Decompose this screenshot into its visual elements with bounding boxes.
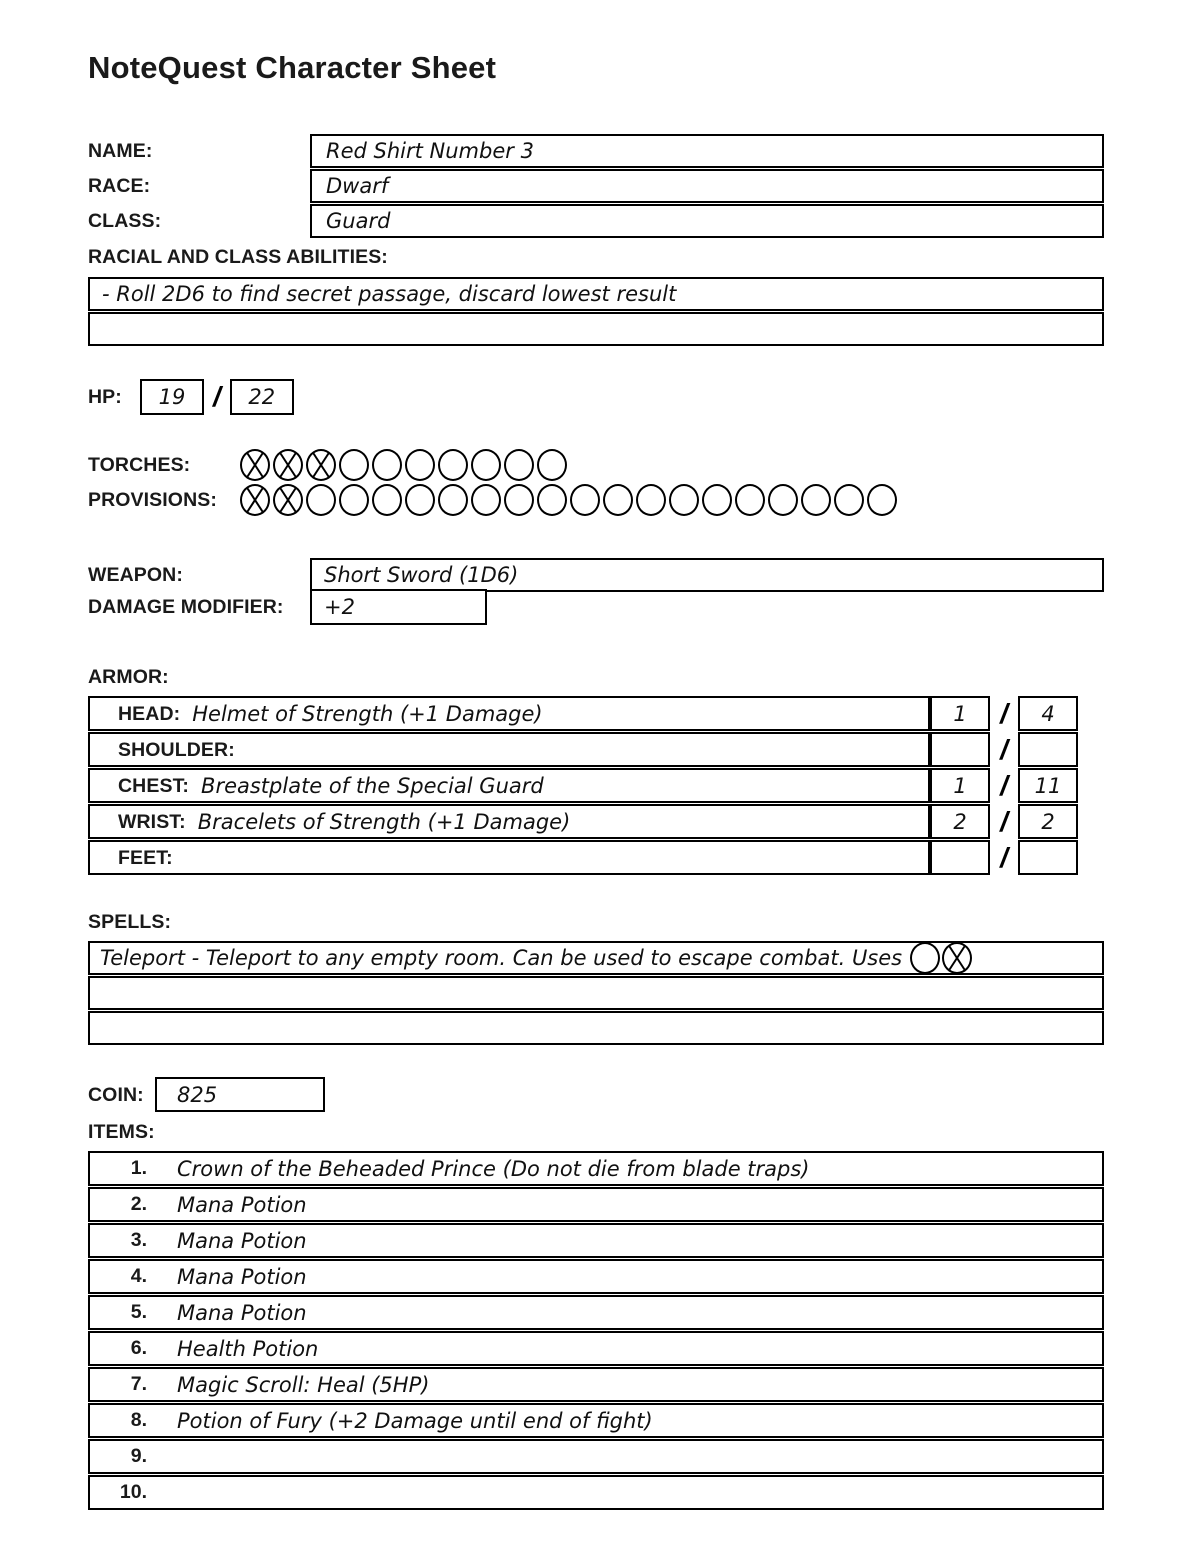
armor-separator: / xyxy=(1000,697,1008,729)
item-number: 6. xyxy=(130,1337,147,1359)
armor-wrist-current-field[interactable] xyxy=(930,804,990,839)
item-number: 1. xyxy=(130,1157,147,1179)
spell-row[interactable] xyxy=(88,1011,1104,1045)
armor-chest-label: CHEST: xyxy=(118,774,190,797)
race-value: Dwarf xyxy=(326,174,389,198)
race-label: RACE: xyxy=(88,175,151,197)
armor-feet-max-field[interactable] xyxy=(1018,840,1078,875)
item-number: 5. xyxy=(130,1301,147,1323)
ability-row[interactable] xyxy=(88,312,1104,346)
class-field[interactable] xyxy=(310,204,1104,238)
item-row[interactable] xyxy=(88,1295,1104,1330)
armor-row-shoulder xyxy=(88,732,1104,767)
item-row[interactable] xyxy=(88,1223,1104,1258)
page-title: NoteQuest Character Sheet xyxy=(88,50,497,85)
armor-wrist-current: 2 xyxy=(953,809,967,834)
empty-slot-circle-icon[interactable] xyxy=(372,449,402,481)
item-row[interactable] xyxy=(88,1187,1104,1222)
empty-slot-circle-icon[interactable] xyxy=(438,449,468,481)
hp-current-field[interactable] xyxy=(140,379,204,415)
used-slot-circle-icon[interactable] xyxy=(273,449,303,481)
items-label: ITEMS: xyxy=(88,1121,155,1143)
armor-wrist-value: Bracelets of Strength (+1 Damage) xyxy=(197,809,571,834)
damage-modifier-value: +2 xyxy=(324,595,355,619)
item-number: 2. xyxy=(130,1193,147,1215)
spells-section xyxy=(88,941,1104,1045)
armor-row-feet xyxy=(88,840,1104,875)
item-number: 10. xyxy=(119,1481,147,1503)
armor-separator: / xyxy=(1000,841,1008,873)
hp-current-value: 19 xyxy=(158,385,186,409)
empty-slot-circle-icon[interactable] xyxy=(339,484,369,516)
name-label: NAME: xyxy=(88,140,153,162)
armor-feet-label: FEET: xyxy=(118,846,173,869)
damage-modifier-field[interactable] xyxy=(310,589,487,625)
coin-section xyxy=(88,1077,1104,1112)
used-slot-circle-icon[interactable] xyxy=(273,484,303,516)
hp-max-value: 22 xyxy=(248,385,276,409)
empty-slot-circle-icon[interactable] xyxy=(636,484,666,516)
damage-modifier-label: DAMAGE MODIFIER: xyxy=(88,596,284,618)
armor-feet-field[interactable] xyxy=(88,840,930,875)
empty-slot-circle-icon[interactable] xyxy=(537,449,567,481)
armor-shoulder-label: SHOULDER: xyxy=(118,738,235,761)
armor-chest-field[interactable] xyxy=(88,768,930,803)
armor-head-max-field[interactable] xyxy=(1018,696,1078,731)
empty-slot-circle-icon[interactable] xyxy=(306,484,336,516)
torches-tracker xyxy=(88,448,1104,482)
armor-row-wrist xyxy=(88,804,1104,839)
item-row[interactable] xyxy=(88,1331,1104,1366)
abilities-label: RACIAL AND CLASS ABILITIES: xyxy=(88,246,388,268)
abilities-box xyxy=(88,277,1104,346)
armor-chest-current: 1 xyxy=(953,773,967,798)
item-number: 4. xyxy=(130,1265,147,1287)
empty-slot-circle-icon[interactable] xyxy=(438,484,468,516)
empty-slot-circle-icon[interactable] xyxy=(372,484,402,516)
armor-label: ARMOR: xyxy=(88,666,169,688)
item-row[interactable] xyxy=(88,1367,1104,1402)
empty-slot-circle-icon[interactable] xyxy=(339,449,369,481)
armor-head-current-field[interactable] xyxy=(930,696,990,731)
used-slot-circle-icon[interactable] xyxy=(240,449,270,481)
empty-slot-circle-icon[interactable] xyxy=(405,484,435,516)
item-text: Health Potion xyxy=(177,1336,319,1361)
hp-section xyxy=(88,379,1104,415)
name-value: Red Shirt Number 3 xyxy=(326,139,534,163)
armor-wrist-label: WRIST: xyxy=(118,810,186,833)
class-value: Guard xyxy=(326,209,391,233)
item-text: Mana Potion xyxy=(177,1264,307,1289)
armor-separator: / xyxy=(1000,805,1008,837)
armor-chest-max-field[interactable] xyxy=(1018,768,1078,803)
armor-chest-current-field[interactable] xyxy=(930,768,990,803)
item-text: Mana Potion xyxy=(177,1228,307,1253)
hp-max-field[interactable] xyxy=(230,379,294,415)
character-sheet-page xyxy=(88,0,1104,1510)
item-text: Mana Potion xyxy=(177,1300,307,1325)
item-number: 3. xyxy=(130,1229,147,1251)
weapon-label: WEAPON: xyxy=(88,564,183,586)
race-field[interactable] xyxy=(310,169,1104,203)
weapon-value: Short Sword (1D6) xyxy=(324,563,519,587)
item-row[interactable] xyxy=(88,1439,1104,1474)
armor-separator: / xyxy=(1000,769,1008,801)
empty-slot-circle-icon[interactable] xyxy=(801,484,831,516)
coin-field[interactable] xyxy=(155,1077,325,1112)
provisions-circles xyxy=(240,484,900,516)
armor-chest-max: 11 xyxy=(1034,773,1062,798)
provisions-label: PROVISIONS: xyxy=(88,489,217,511)
weapon-section xyxy=(88,558,1104,624)
torches-circles xyxy=(240,449,570,481)
coin-value: 825 xyxy=(177,1082,218,1107)
armor-head-label: HEAD: xyxy=(118,702,181,725)
empty-slot-circle-icon[interactable] xyxy=(910,942,940,974)
empty-slot-circle-icon[interactable] xyxy=(669,484,699,516)
armor-wrist-field[interactable] xyxy=(88,804,930,839)
weapon-field[interactable] xyxy=(310,558,1104,592)
armor-head-current: 1 xyxy=(953,701,967,726)
armor-shoulder-max-field[interactable] xyxy=(1018,732,1078,767)
used-slot-circle-icon[interactable] xyxy=(240,484,270,516)
spell-text: Teleport - Teleport to any empty room. Can be used to escape combat. Uses xyxy=(100,946,903,970)
item-number: 8. xyxy=(130,1409,147,1431)
item-text: Mana Potion xyxy=(177,1192,307,1217)
armor-separator: / xyxy=(1000,733,1008,765)
item-text: Potion of Fury (+2 Damage until end of fight) xyxy=(177,1408,653,1433)
empty-slot-circle-icon[interactable] xyxy=(504,449,534,481)
items-section xyxy=(88,1151,1104,1510)
empty-slot-circle-icon[interactable] xyxy=(537,484,567,516)
item-text: Crown of the Beheaded Prince (Do not die from blade traps) xyxy=(177,1156,810,1181)
armor-section xyxy=(88,696,1104,875)
item-number: 7. xyxy=(130,1373,147,1395)
armor-shoulder-current-field[interactable] xyxy=(930,732,990,767)
trackers-section xyxy=(88,448,1104,517)
armor-head-field[interactable] xyxy=(88,696,930,731)
item-row[interactable] xyxy=(88,1259,1104,1294)
hp-label: HP: xyxy=(88,386,122,408)
spells-label: SPELLS: xyxy=(88,911,172,933)
armor-row-chest xyxy=(88,768,1104,803)
empty-slot-circle-icon[interactable] xyxy=(471,449,501,481)
empty-slot-circle-icon[interactable] xyxy=(405,449,435,481)
empty-slot-circle-icon[interactable] xyxy=(735,484,765,516)
armor-shoulder-field[interactable] xyxy=(88,732,930,767)
spell-row[interactable] xyxy=(88,941,1104,975)
empty-slot-circle-icon[interactable] xyxy=(702,484,732,516)
class-label: CLASS: xyxy=(88,210,162,232)
empty-slot-circle-icon[interactable] xyxy=(570,484,600,516)
armor-wrist-max-field[interactable] xyxy=(1018,804,1078,839)
armor-head-value: Helmet of Strength (+1 Damage) xyxy=(192,701,543,726)
spell-uses xyxy=(910,942,974,974)
item-text: Magic Scroll: Heal (5HP) xyxy=(177,1372,430,1397)
empty-slot-circle-icon[interactable] xyxy=(834,484,864,516)
armor-wrist-max: 2 xyxy=(1041,809,1055,834)
item-row[interactable] xyxy=(88,1403,1104,1438)
armor-feet-current-field[interactable] xyxy=(930,840,990,875)
hp-separator: / xyxy=(213,381,221,412)
empty-slot-circle-icon[interactable] xyxy=(768,484,798,516)
identity-section xyxy=(88,134,1104,238)
armor-row-head xyxy=(88,696,1104,731)
item-row[interactable] xyxy=(88,1475,1104,1510)
torches-label: TORCHES: xyxy=(88,454,191,476)
item-row[interactable] xyxy=(88,1151,1104,1186)
armor-chest-value: Breastplate of the Special Guard xyxy=(201,773,544,798)
empty-slot-circle-icon[interactable] xyxy=(603,484,633,516)
provisions-tracker xyxy=(88,483,1104,517)
name-field[interactable] xyxy=(310,134,1104,168)
empty-slot-circle-icon[interactable] xyxy=(471,484,501,516)
empty-slot-circle-icon[interactable] xyxy=(504,484,534,516)
armor-head-max: 4 xyxy=(1041,701,1055,726)
used-slot-circle-icon[interactable] xyxy=(942,942,972,974)
coin-label: COIN: xyxy=(88,1083,144,1106)
item-number: 9. xyxy=(130,1445,147,1467)
ability-text: - Roll 2D6 to find secret passage, discard lowest result xyxy=(102,282,677,306)
used-slot-circle-icon[interactable] xyxy=(306,449,336,481)
ability-row[interactable] xyxy=(88,277,1104,311)
empty-slot-circle-icon[interactable] xyxy=(867,484,897,516)
spell-row[interactable] xyxy=(88,976,1104,1010)
